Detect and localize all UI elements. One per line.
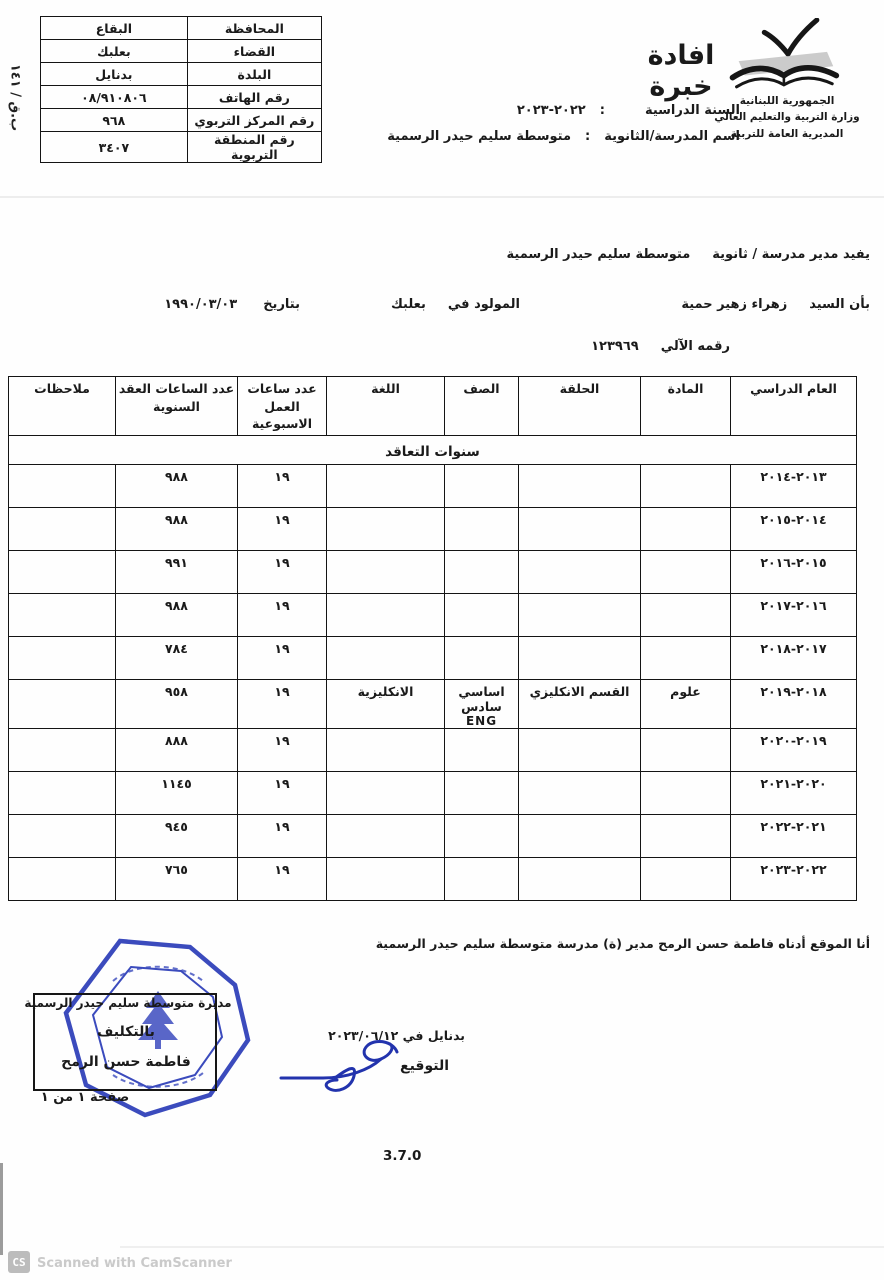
contract-cell-subject bbox=[641, 815, 731, 858]
contract-cell-cycle bbox=[519, 551, 641, 594]
contract-cell-language bbox=[327, 729, 445, 772]
contract-cell-cycle bbox=[519, 815, 641, 858]
contract-cell-year: ٢٠٢٢-٢٠٢٣ bbox=[731, 858, 857, 901]
contract-column-header: الحلقة bbox=[519, 377, 641, 436]
contract-cell-grade bbox=[445, 465, 519, 508]
contract-column-header: ملاحظات bbox=[9, 377, 116, 436]
info-value: بعلبك bbox=[41, 40, 188, 63]
statement-prefix: يفيد مدير مدرسة / ثانوية bbox=[712, 247, 870, 262]
info-row bbox=[41, 17, 322, 40]
contract-table-title-row bbox=[9, 436, 857, 465]
contract-cell-weekly: ١٩ bbox=[238, 551, 327, 594]
contract-cell-annual: ٩٨٨ bbox=[116, 508, 238, 551]
contract-cell-year: ٢٠٢٠-٢٠٢١ bbox=[731, 772, 857, 815]
contract-cell-language bbox=[327, 465, 445, 508]
contract-cell-subject bbox=[641, 551, 731, 594]
camscanner-icon: CS bbox=[8, 1251, 30, 1273]
contract-cell-language bbox=[327, 551, 445, 594]
contract-cell-notes bbox=[9, 680, 116, 729]
scan-shadow-line bbox=[120, 1246, 884, 1248]
info-row bbox=[41, 86, 322, 109]
stamp-designation-text: بالتكليف bbox=[97, 1024, 155, 1040]
info-label: المحافظة bbox=[187, 17, 321, 40]
contract-cell-annual: ٨٨٨ bbox=[116, 729, 238, 772]
school-year-line bbox=[380, 103, 740, 118]
contract-row bbox=[9, 772, 857, 815]
info-value: ٣٤٠٧ bbox=[41, 132, 188, 163]
document-title: افادة خبرة bbox=[647, 40, 715, 102]
statement-birthdate bbox=[164, 297, 300, 312]
contract-cell-year: ٢٠١٤-٢٠١٥ bbox=[731, 508, 857, 551]
contract-row bbox=[9, 508, 857, 551]
person-name: زهراء زهير حمية bbox=[681, 297, 788, 312]
contract-cell-weekly: ١٩ bbox=[238, 680, 327, 729]
info-row bbox=[41, 132, 322, 163]
contract-cell-subject bbox=[641, 508, 731, 551]
contract-cell-annual: ٩٨٨ bbox=[116, 594, 238, 637]
contract-row bbox=[9, 594, 857, 637]
contract-cell-grade bbox=[445, 772, 519, 815]
info-label: رقم المنطقة التربوية bbox=[187, 132, 321, 163]
camscanner-watermark: Scanned with CamScanner bbox=[37, 1256, 232, 1271]
contract-cell-weekly: ١٩ bbox=[238, 858, 327, 901]
stamp-title-text: مديرة متوسطة سليم حيدر الرسمية bbox=[24, 995, 232, 1010]
statement-line-1 bbox=[507, 247, 871, 262]
contract-cell-cycle: القسم الانكليزي bbox=[519, 680, 641, 729]
contract-cell-grade bbox=[445, 858, 519, 901]
contract-cell-annual: ٩٨٨ bbox=[116, 465, 238, 508]
statement-school-name: متوسطة سليم حيدر الرسمية bbox=[506, 247, 691, 262]
contract-cell-cycle bbox=[519, 508, 641, 551]
contract-cell-subject bbox=[641, 594, 731, 637]
birthdate-value: ١٩٩٠/٠٣/٠٣ bbox=[164, 297, 238, 312]
contract-cell-annual: ٩٩١ bbox=[116, 551, 238, 594]
registry-number-value: ١٢٣٩٦٩ bbox=[591, 339, 639, 354]
statement-birthplace bbox=[391, 297, 520, 312]
contract-cell-annual: ٧٦٥ bbox=[116, 858, 238, 901]
place-and-date: بدنايل في ٢٠٢٣/٠٦/١٢ bbox=[328, 1028, 465, 1043]
contract-column-header: اللغة bbox=[327, 377, 445, 436]
margin-reference-code: ب.ق / ١٤١ bbox=[7, 63, 23, 132]
contract-header-row bbox=[9, 377, 857, 436]
info-label: البلدة bbox=[187, 63, 321, 86]
scan-fold-line bbox=[0, 196, 884, 198]
contract-cell-annual: ٩٤٥ bbox=[116, 815, 238, 858]
contract-cell-notes bbox=[9, 551, 116, 594]
contract-cell-year: ٢٠١٥-٢٠١٦ bbox=[731, 551, 857, 594]
grade-text: اساسي سادس bbox=[458, 684, 505, 714]
contract-cell-subject: علوم bbox=[641, 680, 731, 729]
page-number: صفحة ١ من ١ bbox=[40, 1090, 130, 1105]
contract-cell-notes bbox=[9, 772, 116, 815]
contract-cell-language bbox=[327, 508, 445, 551]
contract-cell-notes bbox=[9, 465, 116, 508]
contract-cell-subject bbox=[641, 465, 731, 508]
birthplace-label: المولود في bbox=[447, 297, 520, 312]
contract-row bbox=[9, 729, 857, 772]
birthdate-label: بتاريخ bbox=[263, 297, 300, 312]
contract-cell-year: ٢٠١٦-٢٠١٧ bbox=[731, 594, 857, 637]
declaration-line: أنا الموقع أدناه فاطمة حسن الرمح مدير (ة) مدرسة متوسطة سليم حيدر الرسمية bbox=[375, 936, 870, 951]
contract-cell-annual: ١١٤٥ bbox=[116, 772, 238, 815]
school-year-value: ٢٠٢٢-٢٠٢٣ bbox=[516, 103, 586, 118]
contract-cell-grade bbox=[445, 508, 519, 551]
person-label: بأن السيد bbox=[809, 297, 870, 312]
info-value: بدنايل bbox=[41, 63, 188, 86]
contract-cell-year: ٢٠١٩-٢٠٢٠ bbox=[731, 729, 857, 772]
contract-years-table bbox=[8, 376, 857, 901]
contract-cell-grade bbox=[445, 815, 519, 858]
scan-edge-artifact bbox=[0, 1163, 3, 1255]
contract-cell-language: الانكليزية bbox=[327, 680, 445, 729]
school-year-label: السنة الدراسية bbox=[644, 103, 740, 118]
contract-column-header: العام الدراسي bbox=[731, 377, 857, 436]
contract-cell-notes bbox=[9, 508, 116, 551]
contract-cell-grade bbox=[445, 637, 519, 680]
school-name-value: متوسطة سليم حيدر الرسمية bbox=[387, 129, 572, 144]
contract-cell-notes bbox=[9, 815, 116, 858]
contract-row bbox=[9, 680, 857, 729]
contract-column-header: عدد الساعات العقد السنوية bbox=[116, 377, 238, 436]
contract-column-header: المادة bbox=[641, 377, 731, 436]
contract-cell-weekly: ١٩ bbox=[238, 772, 327, 815]
handwritten-signature bbox=[273, 1036, 411, 1098]
contract-cell-grade bbox=[445, 594, 519, 637]
form-version: 3.7.0 bbox=[383, 1148, 422, 1164]
info-label: رقم الهاتف bbox=[187, 86, 321, 109]
contract-cell-weekly: ١٩ bbox=[238, 729, 327, 772]
contract-row bbox=[9, 858, 857, 901]
info-value: ٠٨/٩١٠٨٠٦ bbox=[41, 86, 188, 109]
contract-cell-subject bbox=[641, 772, 731, 815]
colon: : bbox=[585, 129, 591, 144]
school-name-label: اسم المدرسة/الثانوية bbox=[604, 129, 740, 144]
info-row bbox=[41, 40, 322, 63]
statement-person bbox=[681, 297, 870, 312]
contract-cell-year: ٢٠١٨-٢٠١٩ bbox=[731, 680, 857, 729]
colon: : bbox=[599, 103, 605, 118]
contract-cell-subject bbox=[641, 637, 731, 680]
contract-column-header: عدد ساعات العمل الاسبوعية bbox=[238, 377, 327, 436]
contract-cell-language bbox=[327, 594, 445, 637]
contract-cell-cycle bbox=[519, 772, 641, 815]
info-label: رقم المركز التربوي bbox=[187, 109, 321, 132]
contract-cell-annual: ٧٨٤ bbox=[116, 637, 238, 680]
contract-cell-subject bbox=[641, 858, 731, 901]
contract-cell-cycle bbox=[519, 637, 641, 680]
stamp-principal-name: فاطمة حسن الرمح bbox=[61, 1054, 191, 1070]
birthplace-value: بعلبك bbox=[390, 297, 426, 312]
contract-cell-notes bbox=[9, 594, 116, 637]
contract-cell-subject bbox=[641, 729, 731, 772]
contract-cell-language bbox=[327, 772, 445, 815]
contract-cell-grade bbox=[445, 680, 519, 729]
ministry-line-directorate: المديرية العامة للتربية bbox=[730, 127, 844, 140]
contract-cell-cycle bbox=[519, 594, 641, 637]
contract-cell-year: ٢٠١٧-٢٠١٨ bbox=[731, 637, 857, 680]
contract-cell-cycle bbox=[519, 729, 641, 772]
statement-registry-number bbox=[591, 339, 730, 354]
info-value: البقاع bbox=[41, 17, 188, 40]
contract-cell-weekly: ١٩ bbox=[238, 637, 327, 680]
info-label: القضاء bbox=[187, 40, 321, 63]
signature-label: التوقيع bbox=[400, 1058, 449, 1074]
contract-row bbox=[9, 815, 857, 858]
contract-cell-weekly: ١٩ bbox=[238, 815, 327, 858]
school-name-line bbox=[380, 129, 740, 144]
contract-cell-cycle bbox=[519, 858, 641, 901]
info-row bbox=[41, 63, 322, 86]
info-row bbox=[41, 109, 322, 132]
contract-cell-language bbox=[327, 815, 445, 858]
contract-cell-grade bbox=[445, 551, 519, 594]
contract-cell-notes bbox=[9, 729, 116, 772]
contract-table-title: سنوات التعاقد bbox=[9, 436, 857, 465]
registry-number-label: رقمه الآلي bbox=[660, 339, 730, 354]
ministry-line-ministry: وزارة التربية والتعليم العالي bbox=[714, 111, 860, 124]
contract-cell-weekly: ١٩ bbox=[238, 508, 327, 551]
contract-cell-grade bbox=[445, 729, 519, 772]
contract-cell-weekly: ١٩ bbox=[238, 465, 327, 508]
contract-cell-notes bbox=[9, 858, 116, 901]
contract-row bbox=[9, 637, 857, 680]
contract-row bbox=[9, 465, 857, 508]
grade-section-code: ENG bbox=[465, 714, 498, 728]
ministry-line-republic: الجمهورية اللبنانية bbox=[739, 95, 835, 107]
contract-cell-notes bbox=[9, 637, 116, 680]
contract-cell-year: ٢٠١٣-٢٠١٤ bbox=[731, 465, 857, 508]
contract-cell-cycle bbox=[519, 465, 641, 508]
contract-row bbox=[9, 551, 857, 594]
contract-cell-language bbox=[327, 858, 445, 901]
info-value: ٩٦٨ bbox=[41, 109, 188, 132]
contract-cell-weekly: ١٩ bbox=[238, 594, 327, 637]
contract-cell-annual: ٩٥٨ bbox=[116, 680, 238, 729]
contract-column-header: الصف bbox=[445, 377, 519, 436]
contract-cell-language bbox=[327, 637, 445, 680]
school-info-table bbox=[40, 16, 322, 163]
contract-cell-year: ٢٠٢١-٢٠٢٢ bbox=[731, 815, 857, 858]
